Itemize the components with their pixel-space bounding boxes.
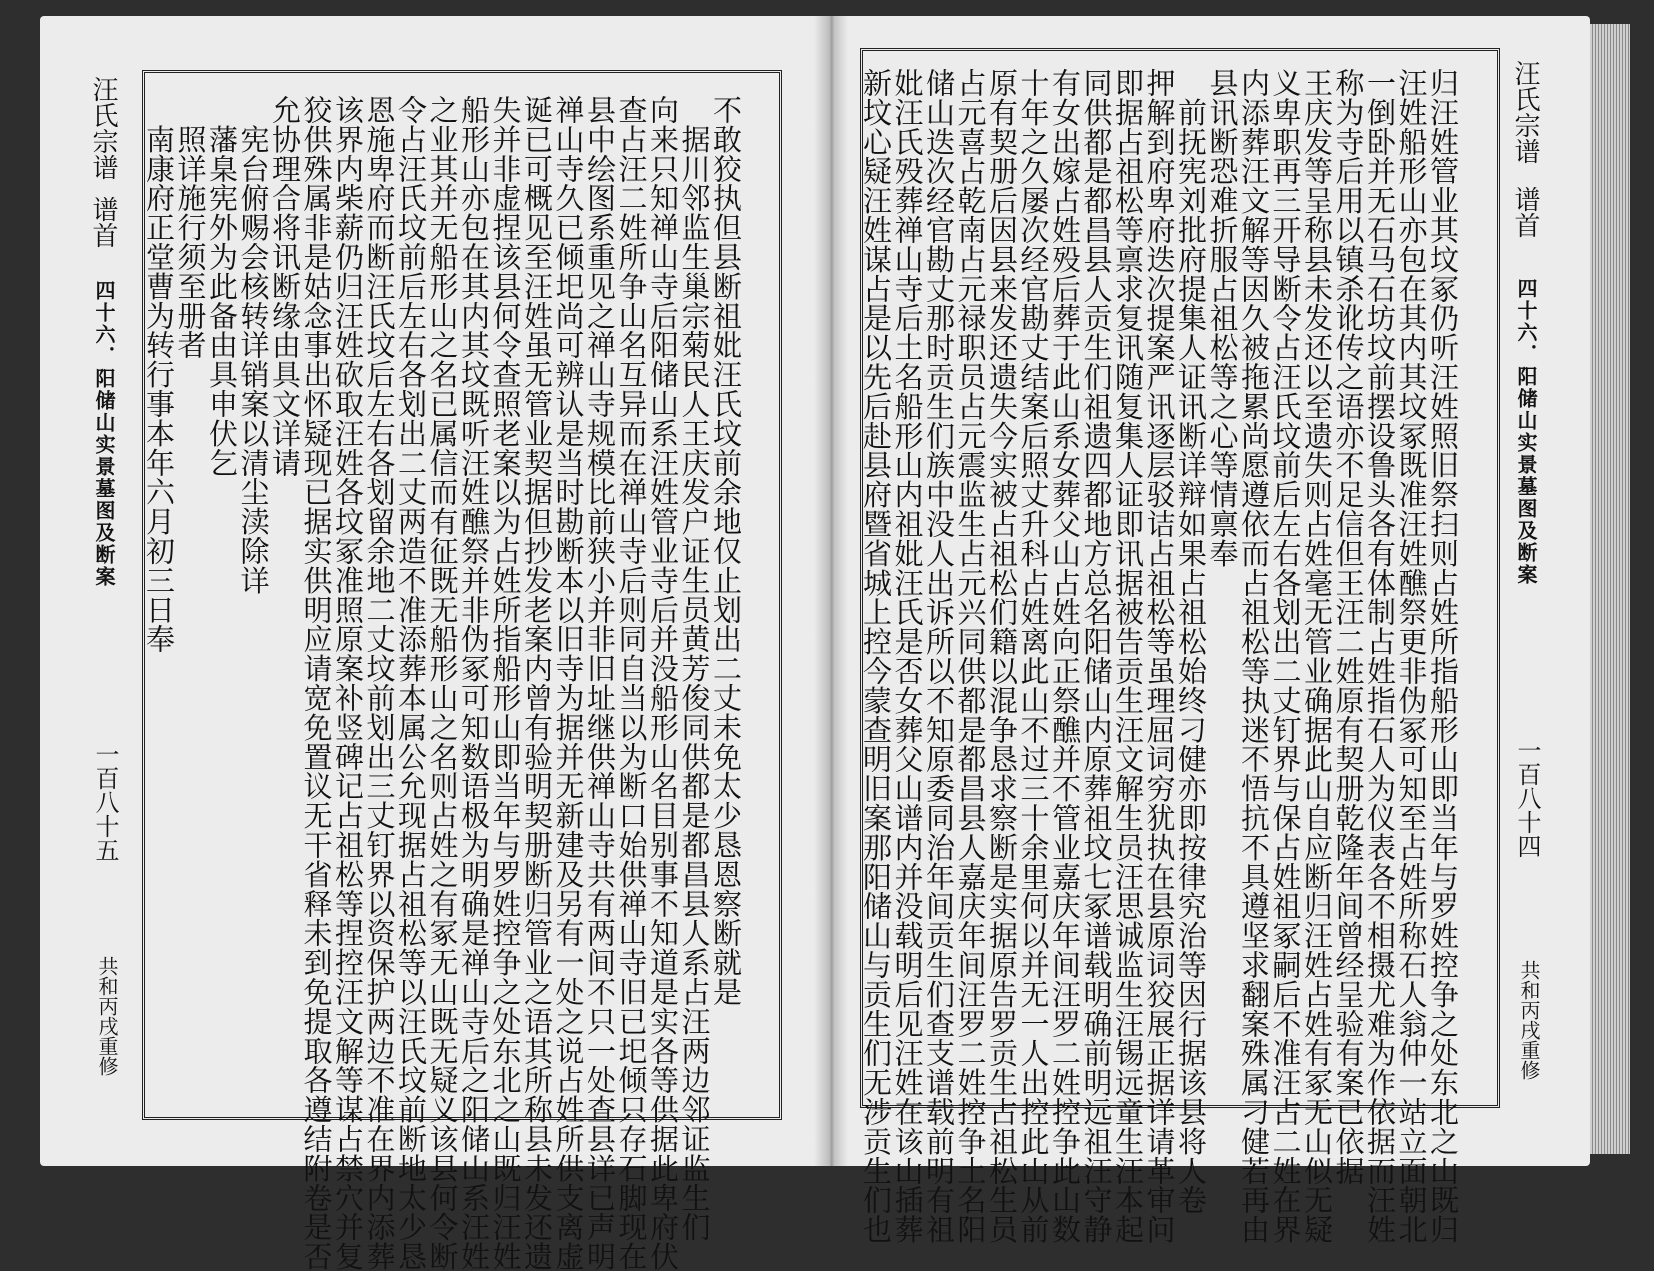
text-column: 照详施行须至册者 [173,95,208,360]
text-column: 义卑职再三开导断令占汪氏坟前后左右各划出二丈钉界与保占姓祖冢嗣后不准汪占二姓在界 [1268,68,1303,1244]
left-chapter-title: 四十六．阳储山实景墓图及断案 [92,280,116,588]
text-column: 汪姓船形山亦包在其内其坟冢既准汪姓醮祭更非伪冢可知至占姓所称石人翁仲一站立面朝北 [1394,68,1429,1244]
text-column: 南康府正堂曹为转行事本年六月初三日奉 [142,95,176,654]
text-column: 一倒卧并无石马石坊坟前摆设鲁头各有体制占姓指石人为仪表各不相摄尤难为作依据而汪姓 [1363,68,1397,1244]
text-column: 新坟心疑汪姓谋占是以先后赴县府暨省城上控今蒙查明旧案那阳储山与贡生们无涉贡生们也 [859,68,893,1244]
text-column: 同供都是都昌县人贡生们祖遗四都地方总名阳储山内原葬祖坟七冢谱载明确前明远祖汪守静 [1079,68,1114,1244]
text-column: 宪台俯赐会核转详销案以清尘渎除详 [236,95,271,595]
text-column: 向来只知禅山寺后阳储山系汪姓管业寺后并没船形山名目别事不知道是实各等供据此卑府伏 [646,95,680,1271]
text-column: 县讯断恐难折服占祖松等之心等情禀奉 [1205,68,1240,568]
text-column: 该界内柴薪仍归汪姓砍取汪姓各坟冢准照原案补竖碑记占祖松等捏控汪文解等谋占禁穴并复 [331,95,365,1271]
text-column: 占元喜占乾南占元禄职员占元震监生占元兴同供都是都昌县人嘉庆年间汪罗二姓控争土名阳 [953,68,988,1244]
text-column: 据川邻监生巢宗菊民人王庆发户证生员黄芳俊同供都是都昌县人系占汪两边邻证监生们 [677,95,712,1242]
text-column: 十年之久屡次经官勘丈结案后照丈升科占姓离此山不过三十余里何以并无一人出控此山从前 [1016,68,1051,1244]
text-column: 内添葬汪文解等因久被拖累尚愿遵依而占祖松等执迷不悟抗不具遵坚求翻案殊属刁健若再由 [1237,68,1271,1244]
text-column: 恩施卑府而断汪氏坟后左右各划留余地二丈坟前划出三丈钉界以资保护两边不准在界内添葬 [362,95,397,1271]
text-column: 不敢狡执但县断祖妣汪氏坟前余地仅止划出二丈未免太少恳恩察断就是 [709,95,743,1007]
right-header-section: 谱首 [1510,186,1540,238]
left-header-title: 汪氏宗谱 [88,76,118,180]
text-column: 狡供殊属非是姑念事出怀疑现已据实供明应请宽免置议无干省释未到免提取各遵结附卷是否 [299,95,334,1271]
page-edges [1590,24,1630,1154]
book-spine [814,16,848,1166]
text-column: 令占汪氏坟前后左右各划出二丈两造不准添葬本属公允现据占祖松等以汪氏坟前断地太少恳 [394,95,428,1271]
text-column: 失并非虚捏该县何令查照老案以为占姓所指船形山即当年与罗姓控争之处东北之山既归汪姓 [488,95,523,1271]
text-column: 储山迭次经官勘丈那时贡生们族中没人出诉所以不知原委同治年间贡生们查支谱载前明有祖 [922,68,956,1244]
text-column: 之业其并无船形山之名已属信而有征既无船形山之名则占姓之有冢无山既无疑义该县何令断 [425,95,460,1271]
text-column: 妣汪氏殁葬禅山寺后土名船形山内祖妣汪氏是否女葬父山谱内并没载明后见汪姓在该山插葬 [890,68,925,1244]
text-column: 即据占祖松等禀求复讯随复集人证即讯据被告贡生汪文解生员汪思诚监生汪锡远童生汪本起 [1111,68,1145,1244]
text-column: 禅山寺久已倾圯尚可辨认是当时勘断本以旧寺为据并无新建及另有一处之说占姓所供支离虚 [551,95,586,1271]
text-column: 县中绘图系重见之禅山寺规模比前狭小并非旧址继供禅山寺共有两间不只一处查县详已声明 [583,95,617,1271]
text-column: 允协理合将讯断缘由具文详请 [268,95,302,478]
text-column: 原有契册后因县来发还遗失今实被占祖松们籍以混争恳求察断是实据原告罗贡生占祖松生员 [985,68,1019,1244]
right-header-title: 汪氏宗谱 [1510,60,1540,164]
text-column: 诞已可概见至汪姓虽无管业契据但抄发老案内曾有验明契册断归管业之语其所称县未发还遗 [520,95,554,1271]
right-chapter-title: 四十六．阳储山实景墓图及断案 [1514,278,1538,586]
text-column: 有女出嫁占姓殁后葬于此山系女葬父山占姓向正祭醮并不管业嘉庆年间汪罗二姓控争此山数 [1048,68,1082,1244]
text-column: 王庆发等呈称县未发还以至遗失则占姓毫无管业确据此山自应断归汪姓占姓有冢无山似无疑 [1300,68,1334,1244]
text-column: 称为寺后用以镇杀讹传之语亦不足信但王汪二姓原有契册乾隆年间曾经呈验有案已依据 [1331,68,1366,1186]
text-column: 押解到府卑府迭次提案严讯逐层驳诘占祖松等虽理屈词穷犹执在县原词狡展正据详请革审问 [1142,68,1177,1244]
left-page-number: 一百八十五 [91,742,119,862]
text-column: 藩臬宪外为此备由具申伏乞 [205,95,239,478]
right-edition-note: 共和丙戌重修 [1517,960,1541,1080]
left-header-section: 谱首 [88,196,118,248]
left-edition-note: 共和丙戌重修 [95,956,119,1076]
text-column: 查占汪二姓所争山名互异而在禅山寺后则同自当以为断口始供禅山寺旧已圯倾只存石脚现在 [614,95,649,1271]
text-column: 前抚宪刘批府提集人证讯断详辩如果占祖松始终刁健亦即按律究治等因行据该县将人卷 [1174,68,1208,1215]
right-page-number: 一百八十四 [1513,738,1541,858]
text-column: 归汪姓管业其坟冢仍听汪姓照旧祭扫则占姓所指船形山即当年与罗姓控争之处东北之山既归 [1426,68,1460,1244]
text-column: 船形山亦包在其内其坟既听汪姓醮祭并非伪冢可知数语极为明确是禅山寺后之阳储山系汪姓 [457,95,491,1271]
